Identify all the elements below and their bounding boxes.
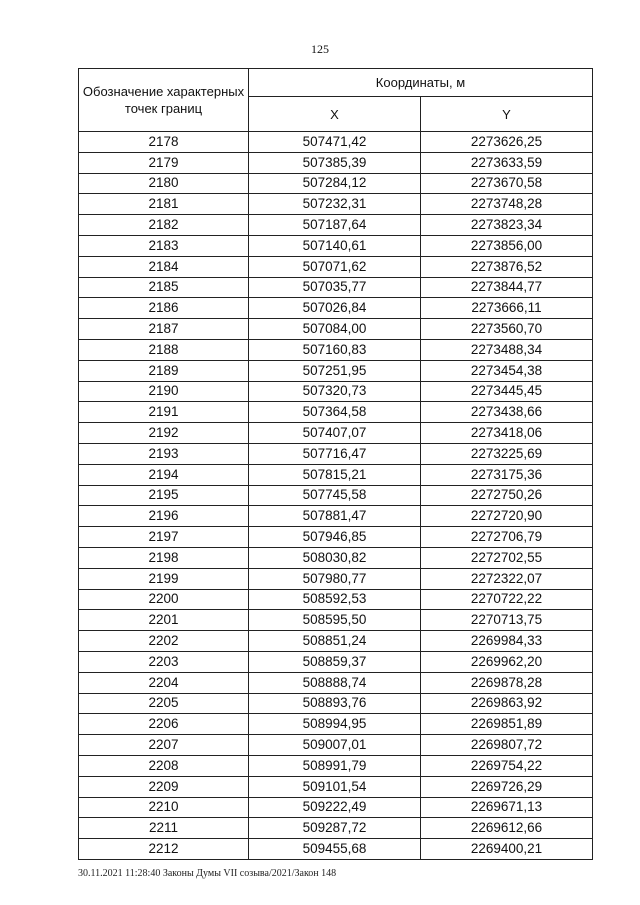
cell-x: 507364,58: [249, 402, 421, 423]
cell-x: 507140,61: [249, 235, 421, 256]
cell-point: 2211: [79, 818, 249, 839]
cell-point: 2191: [79, 402, 249, 423]
cell-point: 2208: [79, 755, 249, 776]
table-row: [79, 173, 593, 194]
cell-point: 2188: [79, 339, 249, 360]
page-number: 125: [311, 42, 329, 56]
cell-point: 2199: [79, 568, 249, 589]
table-row: [79, 485, 593, 506]
cell-x: 507187,64: [249, 215, 421, 236]
table-row: [79, 672, 593, 693]
table-row: [79, 423, 593, 444]
cell-y: 2273876,52: [421, 256, 593, 277]
cell-x: 508991,79: [249, 755, 421, 776]
table-row: [79, 589, 593, 610]
table-row: [79, 381, 593, 402]
cell-x: 507320,73: [249, 381, 421, 402]
cell-x: 507035,77: [249, 277, 421, 298]
cell-point: 2204: [79, 672, 249, 693]
table-row: [79, 256, 593, 277]
cell-point: 2197: [79, 527, 249, 548]
table-row: [79, 194, 593, 215]
cell-y: 2272750,26: [421, 485, 593, 506]
cell-point: 2186: [79, 298, 249, 319]
table-row: [79, 360, 593, 381]
header-x: X: [249, 97, 421, 132]
cell-x: 508888,74: [249, 672, 421, 693]
table-row: [79, 527, 593, 548]
cell-point: 2206: [79, 714, 249, 735]
cell-point: 2180: [79, 173, 249, 194]
cell-y: 2273666,11: [421, 298, 593, 319]
cell-x: 507946,85: [249, 527, 421, 548]
cell-x: 507160,83: [249, 339, 421, 360]
cell-x: 507980,77: [249, 568, 421, 589]
cell-point: 2183: [79, 235, 249, 256]
table-row: [79, 152, 593, 173]
cell-x: 507084,00: [249, 319, 421, 340]
cell-y: 2273748,28: [421, 194, 593, 215]
cell-point: 2190: [79, 381, 249, 402]
header-coordinates: Координаты, м: [249, 69, 593, 97]
cell-x: 509455,68: [249, 839, 421, 860]
cell-x: 507026,84: [249, 298, 421, 319]
table-row: [79, 839, 593, 860]
table-row: [79, 651, 593, 672]
cell-y: 2273670,58: [421, 173, 593, 194]
cell-point: 2193: [79, 443, 249, 464]
cell-x: 507716,47: [249, 443, 421, 464]
cell-y: 2273445,45: [421, 381, 593, 402]
cell-y: 2269984,33: [421, 631, 593, 652]
cell-y: 2272702,55: [421, 547, 593, 568]
cell-y: 2273560,70: [421, 319, 593, 340]
cell-y: 2269851,89: [421, 714, 593, 735]
cell-point: 2184: [79, 256, 249, 277]
cell-y: 2273488,34: [421, 339, 593, 360]
coordinates-table: [78, 68, 593, 860]
cell-y: 2273856,00: [421, 235, 593, 256]
cell-point: 2200: [79, 589, 249, 610]
table-row: [79, 235, 593, 256]
cell-point: 2179: [79, 152, 249, 173]
cell-y: 2269726,29: [421, 776, 593, 797]
table-row: [79, 277, 593, 298]
cell-y: 2273633,59: [421, 152, 593, 173]
cell-x: 507385,39: [249, 152, 421, 173]
table-row: [79, 818, 593, 839]
cell-point: 2192: [79, 423, 249, 444]
cell-y: 2272706,79: [421, 527, 593, 548]
cell-x: 509222,49: [249, 797, 421, 818]
cell-y: 2269671,13: [421, 797, 593, 818]
cell-point: 2185: [79, 277, 249, 298]
cell-point: 2207: [79, 735, 249, 756]
cell-x: 508030,82: [249, 547, 421, 568]
table-row: [79, 568, 593, 589]
cell-y: 2273418,06: [421, 423, 593, 444]
cell-y: 2273175,36: [421, 464, 593, 485]
cell-point: 2201: [79, 610, 249, 631]
cell-y: 2270713,75: [421, 610, 593, 631]
header-y: Y: [421, 97, 593, 132]
cell-point: 2189: [79, 360, 249, 381]
cell-y: 2269754,22: [421, 755, 593, 776]
header-point-designation: Обозначение характерных точек границ: [79, 69, 249, 132]
table-row: [79, 319, 593, 340]
cell-y: 2272322,07: [421, 568, 593, 589]
cell-y: 2270722,22: [421, 589, 593, 610]
cell-x: 507407,07: [249, 423, 421, 444]
table-row: [79, 506, 593, 527]
table-row: [79, 735, 593, 756]
cell-y: 2269807,72: [421, 735, 593, 756]
cell-y: 2273823,34: [421, 215, 593, 236]
table-row: [79, 402, 593, 423]
cell-y: 2269962,20: [421, 651, 593, 672]
table-row: [79, 215, 593, 236]
table-row: [79, 443, 593, 464]
cell-point: 2209: [79, 776, 249, 797]
table-row: [79, 464, 593, 485]
cell-y: 2269400,21: [421, 839, 593, 860]
table-row: [79, 339, 593, 360]
cell-y: 2273454,38: [421, 360, 593, 381]
cell-x: 507232,31: [249, 194, 421, 215]
cell-x: 509287,72: [249, 818, 421, 839]
cell-x: 507881,47: [249, 506, 421, 527]
cell-point: 2194: [79, 464, 249, 485]
cell-point: 2187: [79, 319, 249, 340]
cell-x: 509101,54: [249, 776, 421, 797]
table-row: [79, 631, 593, 652]
table-body: [79, 132, 593, 860]
cell-x: 508592,53: [249, 589, 421, 610]
cell-x: 507071,62: [249, 256, 421, 277]
cell-point: 2182: [79, 215, 249, 236]
cell-x: 507815,21: [249, 464, 421, 485]
cell-point: 2205: [79, 693, 249, 714]
table-row: [79, 693, 593, 714]
cell-point: 2212: [79, 839, 249, 860]
cell-x: 507745,58: [249, 485, 421, 506]
cell-x: 507251,95: [249, 360, 421, 381]
cell-point: 2181: [79, 194, 249, 215]
cell-point: 2198: [79, 547, 249, 568]
cell-point: 2196: [79, 506, 249, 527]
cell-y: 2269878,28: [421, 672, 593, 693]
cell-y: 2273626,25: [421, 132, 593, 153]
cell-point: 2203: [79, 651, 249, 672]
cell-y: 2273225,69: [421, 443, 593, 464]
cell-point: 2195: [79, 485, 249, 506]
cell-x: 508994,95: [249, 714, 421, 735]
table-row: [79, 755, 593, 776]
cell-x: 508859,37: [249, 651, 421, 672]
cell-x: 507471,42: [249, 132, 421, 153]
cell-y: 2269863,92: [421, 693, 593, 714]
table-row: [79, 776, 593, 797]
table-row: [79, 298, 593, 319]
cell-x: 508595,50: [249, 610, 421, 631]
cell-x: 507284,12: [249, 173, 421, 194]
table-row: [79, 610, 593, 631]
cell-y: 2273438,66: [421, 402, 593, 423]
cell-y: 2269612,66: [421, 818, 593, 839]
table-row: [79, 547, 593, 568]
cell-x: 508893,76: [249, 693, 421, 714]
table-row: [79, 714, 593, 735]
table-row: [79, 797, 593, 818]
cell-y: 2273844,77: [421, 277, 593, 298]
cell-x: 508851,24: [249, 631, 421, 652]
cell-y: 2272720,90: [421, 506, 593, 527]
cell-point: 2202: [79, 631, 249, 652]
table-row: [79, 132, 593, 153]
cell-x: 509007,01: [249, 735, 421, 756]
cell-point: 2178: [79, 132, 249, 153]
document-footer: 30.11.2021 11:28:40 Законы Думы VII созыва/2021/Закон 148: [78, 868, 337, 879]
cell-point: 2210: [79, 797, 249, 818]
